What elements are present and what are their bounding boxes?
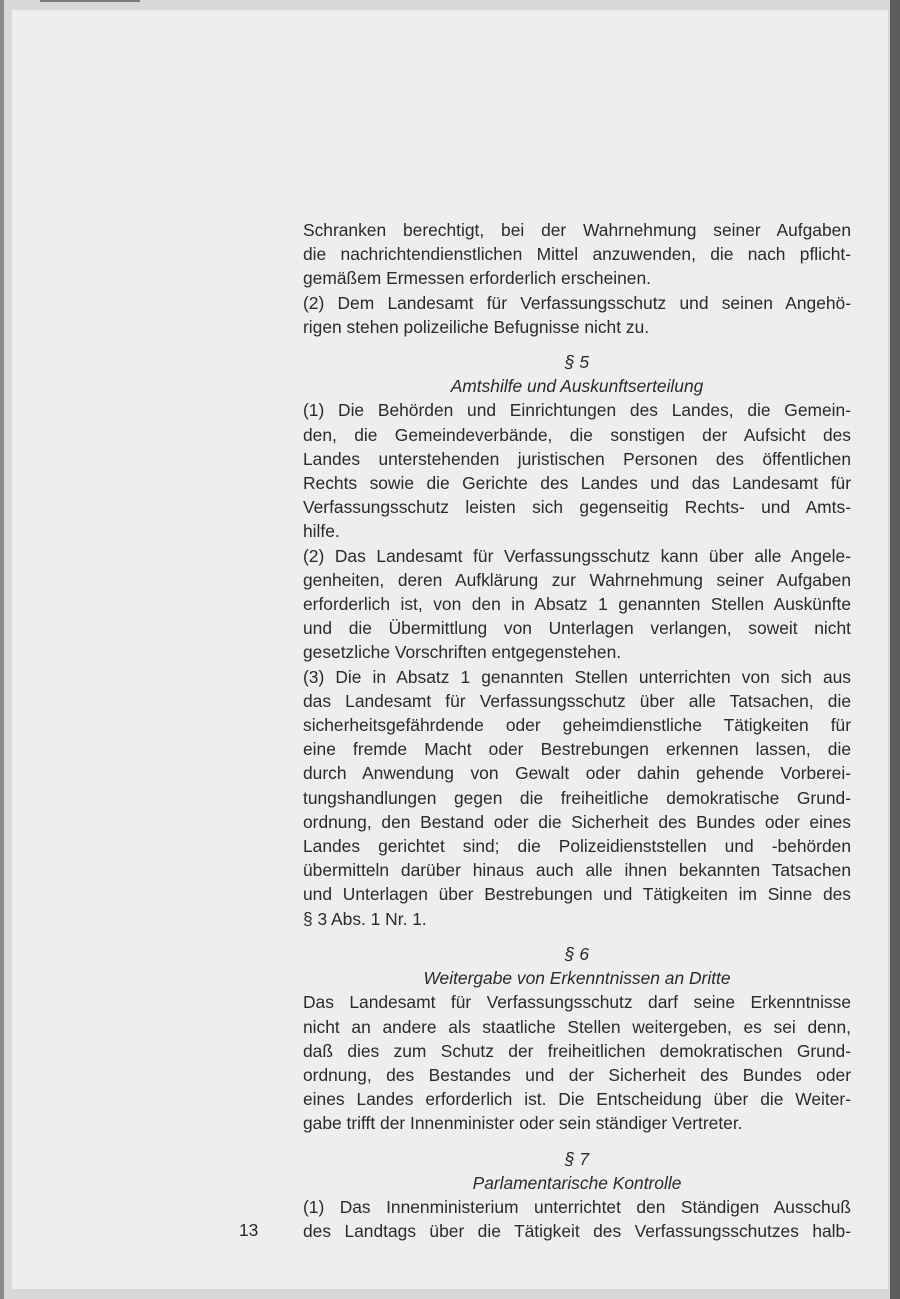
text-line: (1) Die Behörden und Einrichtungen des Landes, die Gemein-	[303, 400, 851, 421]
section-4-paragraph-2	[303, 291, 851, 339]
text-line: Verfassungsschutz leisten sich gegenseitig Rechts- und Amts-	[303, 497, 851, 518]
page-right-edge	[890, 0, 900, 1299]
section-5-paragraph-1	[303, 398, 851, 543]
section-6-paragraph	[303, 990, 851, 1135]
text-line: ordnung, den Bestand oder die Sicherheit des Bundes oder eines	[303, 811, 851, 832]
text-line: Landes gerichtet sind; die Polizeidienststellen und -behörden	[303, 836, 851, 857]
text-line: Landes unterstehenden juristischen Personen des öffentlichen	[303, 448, 851, 469]
text-line: des Landtags über die Tätigkeit des Verfassungsschutzes halb-	[303, 1221, 851, 1242]
text-line: den, die Gemeindeverbände, die sonstigen der Aufsicht des	[303, 424, 851, 445]
text-line: (3) Die in Absatz 1 genannten Stellen unterrichten von sich aus	[303, 666, 851, 687]
text-line: gabe trifft der Innenminister oder sein ständiger Vertreter.	[303, 1113, 743, 1134]
text-line: ordnung, des Bestandes und der Sicherheit des Bundes oder	[303, 1064, 851, 1085]
text-line: genheiten, deren Aufklärung zur Wahrnehmung seiner Aufgaben	[303, 569, 851, 590]
section-7-number: § 7	[564, 1148, 590, 1169]
intro-paragraph	[303, 218, 851, 291]
section-5-title: Amtshilfe und Auskunftserteilung	[450, 376, 704, 397]
text-line: eine fremde Macht oder Bestrebungen erkennen lassen, die	[303, 739, 851, 760]
page-top-edge	[40, 0, 140, 2]
text-line: Schranken berechtigt, bei der Wahrnehmung seiner Aufgaben	[303, 220, 851, 240]
section-7-title: Parlamentarische Kontrolle	[472, 1172, 682, 1193]
text-line: sicherheitsgefährdende oder geheimdienstliche Tätigkeiten für	[303, 715, 851, 736]
text-line: (2) Dem Landesamt für Verfassungsschutz und seinen Angehö-	[303, 292, 851, 313]
text-line: gesetzliche Vorschriften entgegenstehen.	[303, 642, 622, 663]
document-text	[303, 218, 851, 1243]
text-line: eines Landes erforderlich ist. Die Entscheidung über die Weiter-	[303, 1089, 851, 1110]
text-line: (1) Das Innenministerium unterrichtet den Ständigen Ausschuß	[303, 1196, 851, 1217]
text-line: nicht an andere als staatliche Stellen weitergeben, es sei denn,	[303, 1016, 851, 1037]
section-6-title: Weitergabe von Erkenntnissen an Dritte	[423, 968, 731, 989]
text-line: durch Anwendung von Gewalt oder dahin gehende Vorberei-	[303, 763, 851, 784]
text-line: (2) Das Landesamt für Verfassungsschutz kann über alle Angele-	[303, 545, 851, 566]
text-line: gemäßem Ermessen erforderlich erscheinen.	[303, 268, 651, 289]
page-left-edge	[0, 0, 4, 1299]
text-line: Das Landesamt für Verfassungsschutz darf seine Erkenntnisse	[303, 992, 851, 1013]
text-line: erforderlich ist, von den in Absatz 1 genannten Stellen Auskünfte	[303, 594, 851, 615]
text-line: rigen stehen polizeiliche Befugnisse nicht zu.	[303, 316, 650, 337]
section-5-number: § 5	[564, 352, 590, 373]
text-line: § 3 Abs. 1 Nr. 1.	[303, 908, 427, 929]
text-line: und die Übermittlung von Unterlagen verlangen, soweit nicht	[303, 618, 851, 639]
section-5-paragraph-2	[303, 544, 851, 665]
text-line: und Unterlagen über Bestrebungen und Tätigkeiten im Sinne des	[303, 884, 851, 905]
page-number: 13	[239, 1220, 259, 1240]
section-7-paragraph-1	[303, 1195, 851, 1243]
text-line: das Landesamt für Verfassungsschutz über alle Tatsachen, die	[303, 690, 851, 711]
section-5-paragraph-3	[303, 665, 851, 931]
text-line: die nachrichtendienstlichen Mittel anzuwenden, die nach pflicht-	[303, 244, 851, 265]
text-line: daß dies zum Schutz der freiheitlichen demokratischen Grund-	[303, 1040, 851, 1061]
section-6-number: § 6	[564, 943, 590, 964]
text-line: Rechts sowie die Gerichte des Landes und das Landesamt für	[303, 473, 851, 494]
text-line: übermitteln darüber hinaus auch alle ihnen bekannten Tatsachen	[303, 860, 851, 881]
text-line: hilfe.	[303, 521, 340, 542]
text-line: tungshandlungen gegen die freiheitliche demokratische Grund-	[303, 787, 851, 808]
